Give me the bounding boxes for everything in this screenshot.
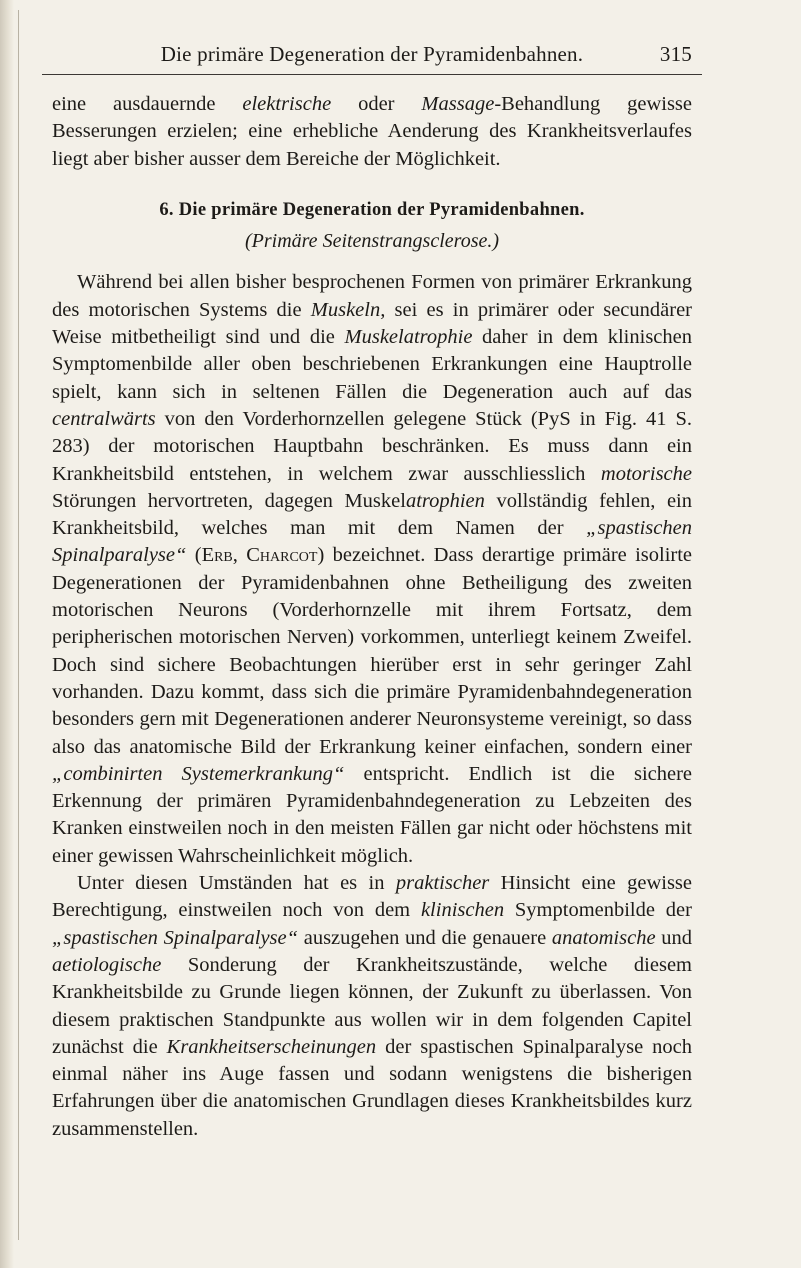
text-run: Hinsicht eine gewisse Berechtigung, einstweilen noch von dem <box>52 872 693 922</box>
text-run: Sonderung der Krankheitszustände, welche diesem Krankheitsbilde zu Grunde liegen können, der Zukunft zu überlassen. Von diesem praktischen Standpunkte aus wollen wir in dem folgenden Capitel zunächst die <box>52 953 692 1058</box>
emphasis: Krankheitserscheinungen <box>166 1035 377 1058</box>
text-run: daher in dem klinischen Symptomenbilde aller oben beschriebenen Erkrankungen eine Hauptrolle spielt, kann sich in seltenen Fällen die Degeneration auch auf das <box>52 326 693 403</box>
paragraph-2 <box>52 870 692 1143</box>
emphasis: anatomische <box>551 926 656 949</box>
text-run: entspricht. Endlich ist die sichere Erkennung der primären Pyramidenbahndegeneration zu Lebzeiten des Kranken einstweilen noch in den meisten Fällen gar nicht oder höchstens mit einer gewissen Wahrscheinlichkeit möglich. <box>52 762 693 867</box>
author-name: Erb <box>201 544 233 567</box>
text-run: ( <box>186 544 202 567</box>
text-run: vollständig fehlen, ein Krankheitsbild, welches man mit dem Namen der <box>52 489 692 540</box>
text-run: oder <box>331 93 422 115</box>
emphasis: „spastischen Spinalparalyse“ <box>52 517 692 567</box>
page-header <box>52 42 692 70</box>
book-page <box>52 42 692 1143</box>
text-run: Unter diesen Umständen hat es in <box>77 872 396 895</box>
emphasis: Muskelatrophie <box>344 326 473 349</box>
emphasis: „spastischen Spinalparalyse“ <box>52 926 299 949</box>
gutter-edge <box>18 10 19 1240</box>
section-heading: 6. Die primäre Degeneration der Pyramidenbahnen. <box>159 199 585 220</box>
emphasis: praktischer <box>395 872 490 895</box>
author-name: Charcot <box>246 544 318 567</box>
text-run: -Behandlung gewisse Besserungen erzielen; eine erhebliche Aenderung des Krankheitsverlaufes liegt aber bisher ausser dem Bereiche der Möglichkeit. <box>52 93 693 170</box>
page-number: 315 <box>659 42 692 66</box>
emphasis: „combinirten Systemerkrankung“ <box>52 762 345 785</box>
section-subtitle: (Primäre Seitenstrangsclerose.) <box>244 230 500 253</box>
emphasis: centralwärts <box>52 407 156 430</box>
intro-paragraph <box>52 91 692 173</box>
paragraph-1 <box>52 269 692 870</box>
text-run: der spastischen Spinalparalyse noch einmal näher ins Auge fassen und sodann wenigstens die bisherigen Erfahrungen über die anatomischen Grundlagen dieses Krankheitsbildes kurz zusammenstellen. <box>52 1035 692 1140</box>
text-run: von den Vorderhornzellen gelegene Stück (PyS in Fig. 41 S. 283) der motorischen Hauptbahn beschränken. Es muss dann ein Krankheitsbild entstehen, in welchem zwar ausschliesslich <box>52 407 692 485</box>
text-run: und <box>655 926 692 949</box>
emphasis: Muskeln, <box>310 298 386 321</box>
text-run: eine ausdauernde <box>52 93 243 115</box>
emphasis: aetiologische <box>52 953 162 976</box>
text-run: auszugehen und die genauere <box>298 926 552 949</box>
running-title: Die primäre Degeneration der Pyramidenbahnen. <box>160 42 584 66</box>
text-run: Störungen hervortreten, dagegen Muskel <box>52 489 406 512</box>
book-gutter <box>0 0 14 1268</box>
header-rule <box>42 74 702 75</box>
emphasis: elektrische <box>242 93 332 115</box>
emphasis: atrophien <box>405 489 485 512</box>
text-run: Symptomenbilde der <box>504 899 692 922</box>
emphasis: Massage <box>421 93 495 115</box>
body-text <box>52 91 692 1143</box>
emphasis: motorische <box>600 462 692 485</box>
text-run: ) bezeichnet. Dass derartige primäre isolirte Degenerationen der Pyramidenbahnen ohne Betheiligung des zweiten motorischen Neurons (Vorderhornzelle mit ihrem Fortsatz, dem peripherischen motorischen Nerven) vorkommen, unterliegt keinem Zweifel. Doch sind sichere Beobachtungen hierüber erst in sehr geringer Zahl vorhanden. Dazu kommt, dass sich die primäre Pyramidenbahndegeneration besonders gern mit Degenerationen anderer Neuronsysteme vereinigt, so dass also das anatomische Bild der Erkrankung keiner einfachen, sondern einer <box>52 544 693 758</box>
text-run: , <box>232 544 247 567</box>
text-run: sei es in primärer oder secundärer Weise mitbetheiligt sind und die <box>52 298 692 349</box>
emphasis: klinischen <box>420 899 505 922</box>
text-run: Während bei allen bisher besprochenen Formen von primärer Erkrankung des motorischen Systems die <box>52 271 692 321</box>
